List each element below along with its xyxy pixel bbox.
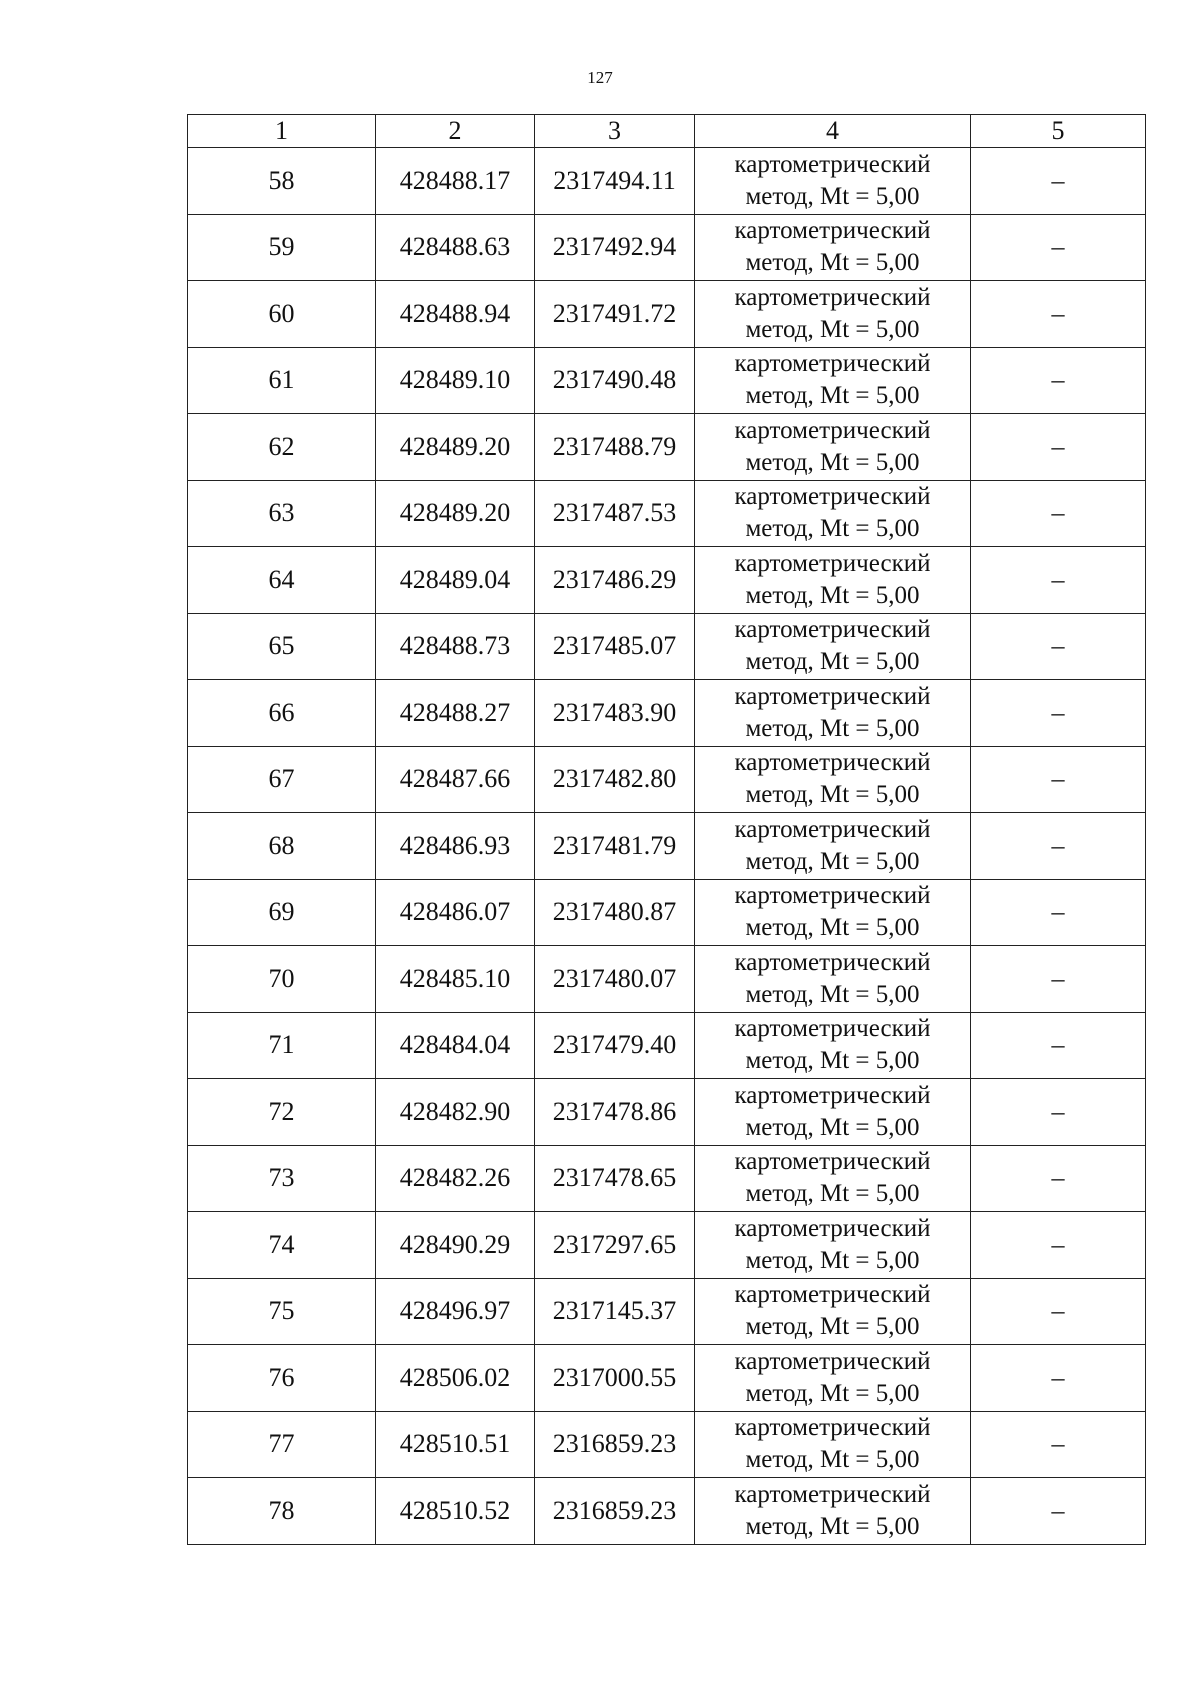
y-coordinate-cell: 2317482.80 — [535, 746, 695, 813]
method-cell — [695, 1145, 971, 1212]
header-cell: 4 — [695, 115, 971, 148]
method-cell — [695, 746, 971, 813]
method-line2: метод, Mt = 5,00 — [745, 1113, 920, 1141]
method-line2: метод, Mt = 5,00 — [745, 980, 920, 1008]
x-coordinate-cell: 428488.27 — [376, 680, 535, 747]
method-line2: метод, Mt = 5,00 — [745, 1246, 920, 1274]
method-line1: картометрический — [734, 1015, 931, 1043]
y-coordinate-cell: 2317492.94 — [535, 214, 695, 281]
note-cell: – — [971, 1411, 1146, 1478]
method-line2: метод, Mt = 5,00 — [745, 448, 920, 476]
table-row — [188, 680, 1146, 747]
table-row — [188, 1478, 1146, 1545]
x-coordinate-cell: 428485.10 — [376, 946, 535, 1013]
x-coordinate-cell: 428484.04 — [376, 1012, 535, 1079]
table-row — [188, 148, 1146, 215]
point-number-cell: 69 — [188, 879, 376, 946]
method-line2: метод, Mt = 5,00 — [745, 1446, 920, 1474]
x-coordinate-cell: 428510.51 — [376, 1411, 535, 1478]
y-coordinate-cell: 2316859.23 — [535, 1478, 695, 1545]
note-cell: – — [971, 680, 1146, 747]
table-row — [188, 1411, 1146, 1478]
point-number-cell: 73 — [188, 1145, 376, 1212]
method-cell — [695, 148, 971, 215]
method-cell — [695, 1478, 971, 1545]
note-cell: – — [971, 1079, 1146, 1146]
method-line1: картометрический — [734, 1281, 931, 1309]
method-line1: картометрический — [734, 1148, 931, 1176]
point-number-cell: 75 — [188, 1278, 376, 1345]
note-cell: – — [971, 480, 1146, 547]
method-line2: метод, Mt = 5,00 — [745, 1047, 920, 1075]
x-coordinate-cell: 428489.04 — [376, 547, 535, 614]
table-row — [188, 1079, 1146, 1146]
method-line1: картометрический — [734, 1480, 931, 1508]
method-cell — [695, 1278, 971, 1345]
x-coordinate-cell: 428496.97 — [376, 1278, 535, 1345]
method-line2: метод, Mt = 5,00 — [745, 1512, 920, 1540]
x-coordinate-cell: 428506.02 — [376, 1345, 535, 1412]
header-cell: 2 — [376, 115, 535, 148]
point-number-cell: 63 — [188, 480, 376, 547]
y-coordinate-cell: 2317485.07 — [535, 613, 695, 680]
table-row — [188, 547, 1146, 614]
method-line2: метод, Mt = 5,00 — [745, 382, 920, 410]
method-line2: метод, Mt = 5,00 — [745, 1379, 920, 1407]
method-line2: метод, Mt = 5,00 — [745, 714, 920, 742]
header-cell: 1 — [188, 115, 376, 148]
point-number-cell: 78 — [188, 1478, 376, 1545]
method-cell — [695, 1012, 971, 1079]
method-line2: метод, Mt = 5,00 — [745, 249, 920, 277]
header-cell: 5 — [971, 115, 1146, 148]
table-row — [188, 347, 1146, 414]
x-coordinate-cell: 428488.17 — [376, 148, 535, 215]
y-coordinate-cell: 2317486.29 — [535, 547, 695, 614]
header-row — [188, 115, 1146, 148]
method-cell — [695, 281, 971, 348]
point-number-cell: 71 — [188, 1012, 376, 1079]
method-line1: картометрический — [734, 1081, 931, 1109]
point-number-cell: 60 — [188, 281, 376, 348]
method-line1: картометрический — [734, 749, 931, 777]
x-coordinate-cell: 428487.66 — [376, 746, 535, 813]
x-coordinate-cell: 428486.93 — [376, 813, 535, 880]
y-coordinate-cell: 2317483.90 — [535, 680, 695, 747]
method-line1: картометрический — [734, 1347, 931, 1375]
note-cell: – — [971, 1145, 1146, 1212]
method-line2: метод, Mt = 5,00 — [745, 914, 920, 942]
y-coordinate-cell: 2317488.79 — [535, 414, 695, 481]
method-cell — [695, 347, 971, 414]
point-number-cell: 77 — [188, 1411, 376, 1478]
note-cell: – — [971, 547, 1146, 614]
point-number-cell: 58 — [188, 148, 376, 215]
y-coordinate-cell: 2317479.40 — [535, 1012, 695, 1079]
table-row — [188, 946, 1146, 1013]
table-row — [188, 1345, 1146, 1412]
method-line1: картометрический — [734, 1214, 931, 1242]
point-number-cell: 67 — [188, 746, 376, 813]
x-coordinate-cell: 428488.73 — [376, 613, 535, 680]
y-coordinate-cell: 2317478.65 — [535, 1145, 695, 1212]
x-coordinate-cell: 428489.10 — [376, 347, 535, 414]
y-coordinate-cell: 2317494.11 — [535, 148, 695, 215]
method-line2: метод, Mt = 5,00 — [745, 648, 920, 676]
y-coordinate-cell: 2317297.65 — [535, 1212, 695, 1279]
point-number-cell: 62 — [188, 414, 376, 481]
point-number-cell: 70 — [188, 946, 376, 1013]
method-cell — [695, 214, 971, 281]
method-cell — [695, 813, 971, 880]
table-row — [188, 613, 1146, 680]
method-cell — [695, 1079, 971, 1146]
method-line1: картометрический — [734, 416, 931, 444]
point-number-cell: 61 — [188, 347, 376, 414]
note-cell: – — [971, 879, 1146, 946]
method-cell — [695, 1212, 971, 1279]
note-cell: – — [971, 946, 1146, 1013]
point-number-cell: 59 — [188, 214, 376, 281]
y-coordinate-cell: 2317481.79 — [535, 813, 695, 880]
method-line1: картометрический — [734, 549, 931, 577]
x-coordinate-cell: 428482.26 — [376, 1145, 535, 1212]
note-cell: – — [971, 214, 1146, 281]
method-line1: картометрический — [734, 483, 931, 511]
method-cell — [695, 1345, 971, 1412]
method-cell — [695, 480, 971, 547]
header-cell: 3 — [535, 115, 695, 148]
method-line1: картометрический — [734, 682, 931, 710]
x-coordinate-cell: 428488.94 — [376, 281, 535, 348]
point-number-cell: 74 — [188, 1212, 376, 1279]
table-row — [188, 879, 1146, 946]
method-line2: метод, Mt = 5,00 — [745, 182, 920, 210]
table-row — [188, 1145, 1146, 1212]
method-line1: картометрический — [734, 882, 931, 910]
method-cell — [695, 879, 971, 946]
x-coordinate-cell: 428510.52 — [376, 1478, 535, 1545]
method-line2: метод, Mt = 5,00 — [745, 781, 920, 809]
table-body — [188, 148, 1146, 1545]
method-cell — [695, 680, 971, 747]
x-coordinate-cell: 428489.20 — [376, 480, 535, 547]
point-number-cell: 76 — [188, 1345, 376, 1412]
method-line1: картометрический — [734, 948, 931, 976]
y-coordinate-cell: 2317491.72 — [535, 281, 695, 348]
note-cell: – — [971, 414, 1146, 481]
point-number-cell: 64 — [188, 547, 376, 614]
x-coordinate-cell: 428490.29 — [376, 1212, 535, 1279]
note-cell: – — [971, 746, 1146, 813]
y-coordinate-cell: 2317490.48 — [535, 347, 695, 414]
page-number: 127 — [587, 68, 613, 87]
method-line1: картометрический — [734, 616, 931, 644]
method-line2: метод, Mt = 5,00 — [745, 515, 920, 543]
method-cell — [695, 414, 971, 481]
x-coordinate-cell: 428486.07 — [376, 879, 535, 946]
table-row — [188, 813, 1146, 880]
note-cell: – — [971, 1278, 1146, 1345]
y-coordinate-cell: 2317487.53 — [535, 480, 695, 547]
y-coordinate-cell: 2317480.87 — [535, 879, 695, 946]
x-coordinate-cell: 428489.20 — [376, 414, 535, 481]
point-number-cell: 65 — [188, 613, 376, 680]
method-line1: картометрический — [734, 815, 931, 843]
table-row — [188, 1278, 1146, 1345]
point-number-cell: 66 — [188, 680, 376, 747]
note-cell: – — [971, 1012, 1146, 1079]
note-cell: – — [971, 148, 1146, 215]
method-line1: картометрический — [734, 350, 931, 378]
method-line1: картометрический — [734, 1414, 931, 1442]
method-line2: метод, Mt = 5,00 — [745, 581, 920, 609]
method-line1: картометрический — [734, 217, 931, 245]
method-line1: картометрический — [734, 150, 931, 178]
y-coordinate-cell: 2317145.37 — [535, 1278, 695, 1345]
note-cell: – — [971, 1212, 1146, 1279]
point-number-cell: 68 — [188, 813, 376, 880]
note-cell: – — [971, 613, 1146, 680]
y-coordinate-cell: 2317478.86 — [535, 1079, 695, 1146]
method-cell — [695, 547, 971, 614]
y-coordinate-cell: 2316859.23 — [535, 1411, 695, 1478]
x-coordinate-cell: 428488.63 — [376, 214, 535, 281]
table-row — [188, 414, 1146, 481]
point-number-cell: 72 — [188, 1079, 376, 1146]
method-cell — [695, 613, 971, 680]
table-row — [188, 1012, 1146, 1079]
method-line2: метод, Mt = 5,00 — [745, 1180, 920, 1208]
note-cell: – — [971, 813, 1146, 880]
method-line1: картометрический — [734, 283, 931, 311]
table-row — [188, 480, 1146, 547]
y-coordinate-cell: 2317000.55 — [535, 1345, 695, 1412]
method-line2: метод, Mt = 5,00 — [745, 847, 920, 875]
coordinates-table — [187, 114, 1146, 1545]
method-line2: метод, Mt = 5,00 — [745, 315, 920, 343]
method-cell — [695, 1411, 971, 1478]
note-cell: – — [971, 1478, 1146, 1545]
note-cell: – — [971, 1345, 1146, 1412]
table-row — [188, 1212, 1146, 1279]
x-coordinate-cell: 428482.90 — [376, 1079, 535, 1146]
table-row — [188, 281, 1146, 348]
method-cell — [695, 946, 971, 1013]
note-cell: – — [971, 347, 1146, 414]
note-cell: – — [971, 281, 1146, 348]
method-line2: метод, Mt = 5,00 — [745, 1313, 920, 1341]
table-row — [188, 214, 1146, 281]
y-coordinate-cell: 2317480.07 — [535, 946, 695, 1013]
table-row — [188, 746, 1146, 813]
